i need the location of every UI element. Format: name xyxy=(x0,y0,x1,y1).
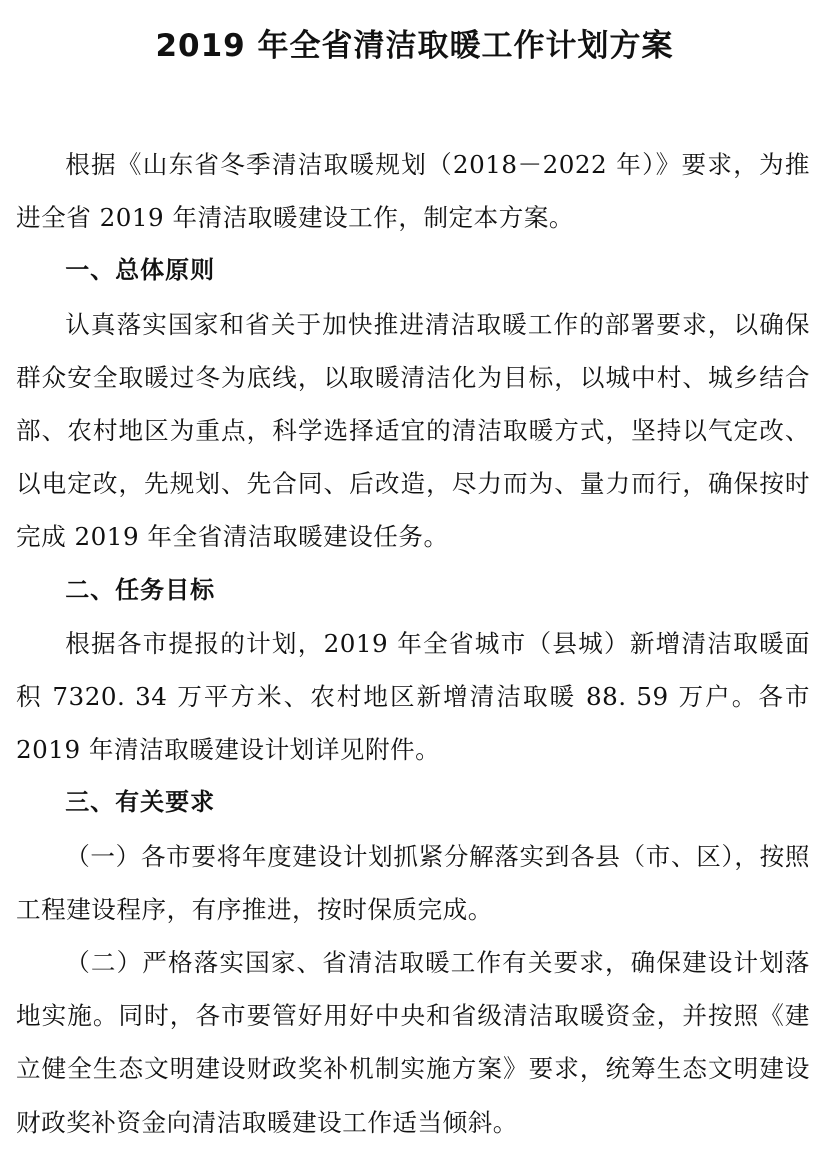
general-principles-paragraph: 认真落实国家和省关于加快推进清洁取暖工作的部署要求，以确保群众安全取暖过冬为底线，以取暖清洁化为目标，以城中村、城乡结合部、农村地区为重点，科学选择适宜的清洁取暖方式，坚持以气定改、以电定改，先规划、先合同、后改造，尽力而为、量力而行，确保按时完成 2019 年全省清洁取暖建设任务。 xyxy=(16,309,810,552)
section-heading-general-principles: 一、总体原则 xyxy=(65,256,216,285)
section-heading-requirements: 三、有关要求 xyxy=(65,788,216,817)
intro-paragraph: 根据《山东省冬季清洁取暖规划（2018－2022 年）》要求，为推进全省 2019 年清洁取暖建设工作，制定本方案。 xyxy=(16,150,810,233)
document-body xyxy=(16,138,810,1149)
task-goals-paragraph: 根据各市提报的计划，2019 年全省城市（县城）新增清洁取暖面积 7320. 34 万平方米、农村地区新增清洁取暖 88. 59 万户。各市 2019 年清洁取暖建设计划详见附件。 xyxy=(16,628,810,765)
requirement-item-1: （一）各市要将年度建设计划抓紧分解落实到各县（市、区），按照工程建设程序，有序推进，按时保质完成。 xyxy=(16,841,810,924)
document-title: 2019 年全省清洁取暖工作计划方案 xyxy=(155,28,674,64)
section-heading-task-goals: 二、任务目标 xyxy=(65,575,216,604)
requirement-item-2: （二）严格落实国家、省清洁取暖工作有关要求，确保建设计划落地实施。同时，各市要管好用好中央和省级清洁取暖资金，并按照《建立健全生态文明建设财政奖补机制实施方案》要求，统筹生态文明建设财政奖补资金向清洁取暖建设工作适当倾斜。 xyxy=(16,948,810,1137)
